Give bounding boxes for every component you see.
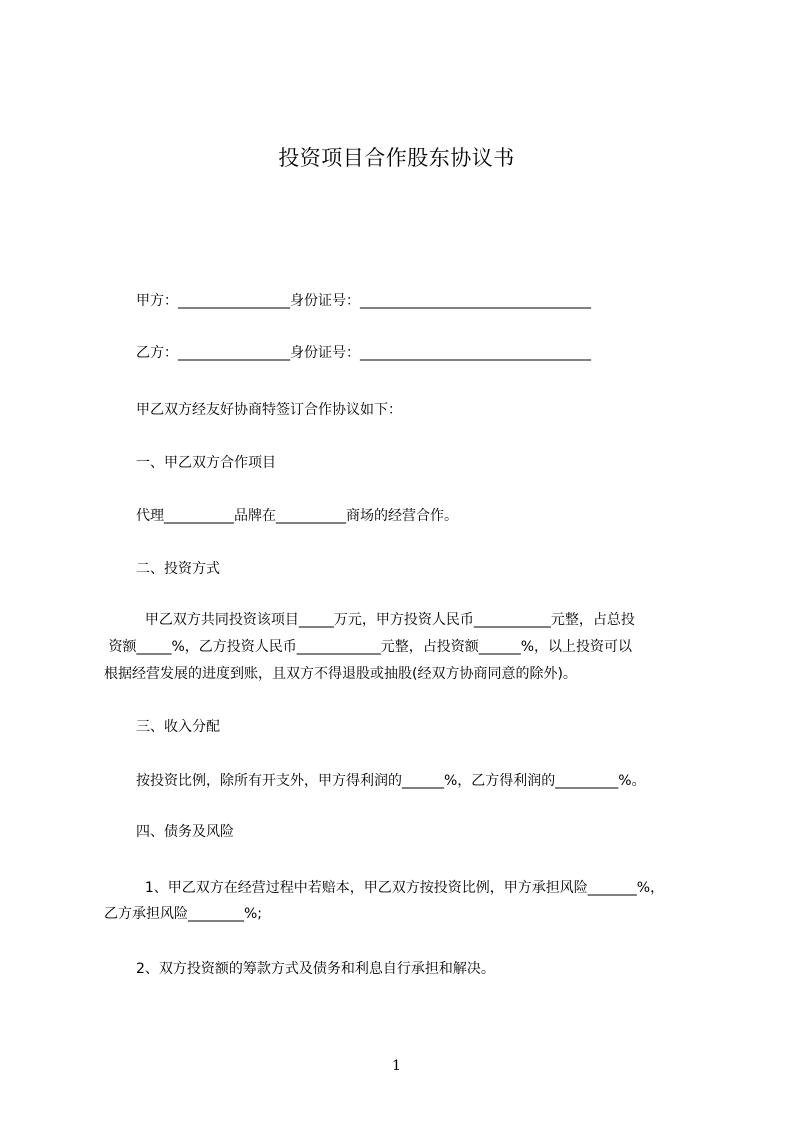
section-heading: 三、收入分配: [136, 719, 220, 735]
section-heading: 四、债务及风险: [136, 824, 234, 840]
section-paragraph: 根据经营发展的进度到账，且双方不得退股或抽股(经双方协商同意的除外)。: [104, 666, 577, 682]
section-heading: 一、甲乙双方合作项目: [136, 455, 276, 471]
document-title: 投资项目合作股东协议书: [278, 146, 515, 170]
section-paragraph: 代理__________品牌在__________商场的经营合作。: [136, 508, 458, 524]
section-paragraph: 甲乙双方共同投资该项目_____万元，甲方投资人民币___________元整，占总投: [136, 612, 635, 628]
page-number: 1: [392, 1058, 401, 1074]
section-paragraph: 资额_____%，乙方投资人民币____________元整，占投资额______%，以上投资可以: [104, 639, 633, 655]
party-a-line: 甲方：________________身份证号：_________________________________: [136, 293, 591, 309]
party-b-line: 乙方：________________身份证号：_________________________________: [136, 345, 591, 361]
section-heading: 二、投资方式: [136, 561, 220, 577]
section-paragraph: 乙方承担风险________%;: [104, 906, 263, 922]
section-paragraph: 2、双方投资额的筹款方式及债务和利息自行承担和解决。: [136, 961, 495, 977]
section-paragraph: 按投资比例，除所有开支外，甲方得利润的______%，乙方得利润的_________%。: [136, 773, 646, 789]
intro-text: 甲乙双方经友好协商特签订合作协议如下：: [136, 402, 402, 418]
section-paragraph: 1、甲乙双方在经营过程中若赔本，甲乙双方按投资比例，甲方承担风险_______%，: [136, 880, 665, 896]
